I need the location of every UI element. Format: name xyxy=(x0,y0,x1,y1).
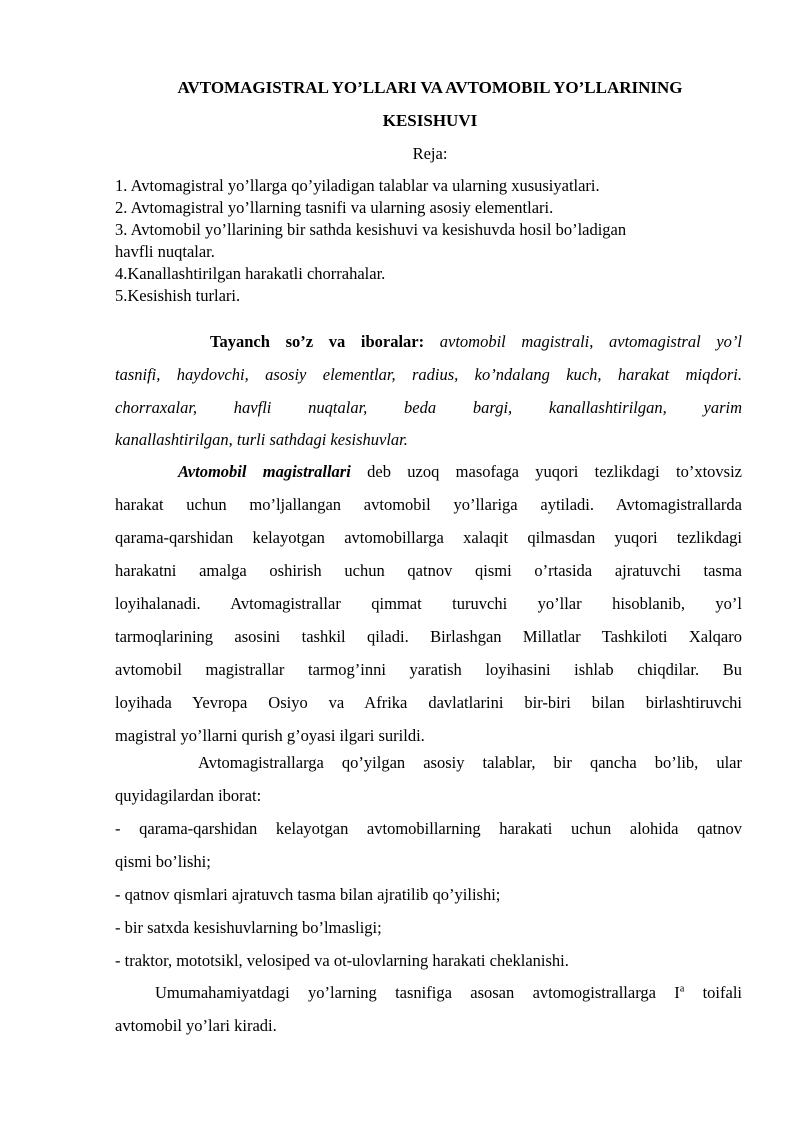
paragraph-3-line-1 xyxy=(155,982,742,1004)
plan-item-3-continued: havfli nuqtalar. xyxy=(115,242,215,261)
paragraph-2-line-1: Avtomagistrallarga qo’yilgan asosiy talablar, bir qancha bo’lib, ular xyxy=(198,753,742,772)
paragraph-3-superscript: a xyxy=(679,983,685,995)
keywords-line-1 xyxy=(210,331,742,353)
requirement-1-line-1: - qarama-qarshidan kelayotgan avtomobillarning harakati uchun alohida qatnov xyxy=(115,819,742,838)
plan-item-4: 4.Kanallashtirilgan harakatli chorrahalar. xyxy=(115,264,386,283)
paragraph-2-line-2: quyidagilardan iborat: xyxy=(115,786,262,805)
keywords-label: Tayanch so’z va iboralar: xyxy=(210,332,425,351)
keywords-text-1: avtomobil magistrali, avtomagistral yo’l xyxy=(439,332,742,351)
document-title-line-2: KESISHUVI xyxy=(382,111,478,130)
paragraph-1-line-3: qarama-qarshidan kelayotgan avtomobillarga xalaqit qilmasdan yuqori tezlikdagi xyxy=(115,528,742,547)
paragraph-1-line-4: harakatni amalga oshirish uchun qatnov qismi o’rtasida ajratuvchi tasma xyxy=(115,561,742,580)
keywords-line-3: chorraxalar, havfli nuqtalar, beda bargi, kanallashtirilgan, yarim xyxy=(115,398,742,417)
paragraph-3-text-after: toifali xyxy=(684,983,742,1002)
plan-item-2: 2. Avtomagistral yo’llarning tasnifi va ularning asosiy elementlari. xyxy=(115,198,554,217)
requirement-1-line-2: qismi bo’lishi; xyxy=(115,852,211,871)
plan-heading: Reja: xyxy=(412,144,448,163)
keywords-line-2: tasnifi, haydovchi, asosiy elementlar, radius, ko’ndalang kuch, harakat miqdori. xyxy=(115,365,742,384)
requirement-4: - traktor, mototsikl, velosiped va ot-ulovlarning harakati cheklanishi. xyxy=(115,951,569,970)
paragraph-3-text-before: Umumahamiyatdagi yo’larning tasnifiga asosan avtomogistrallarga I xyxy=(155,983,680,1002)
paragraph-1-line-5: loyihalanadi. Avtomagistrallar qimmat turuvchi yo’llar hisoblanib, yo’l xyxy=(115,594,742,613)
plan-item-1: 1. Avtomagistral yo’llarga qo’yiladigan talablar va ularning xususiyatlari. xyxy=(115,176,600,195)
requirement-2: - qatnov qismlari ajratuvch tasma bilan ajratilib qo’yilishi; xyxy=(115,885,501,904)
paragraph-1-line-8: loyihada Yevropa Osiyo va Afrika davlatlarini bir-biri bilan birlashtiruvchi xyxy=(115,693,742,712)
paragraph-1-line-1 xyxy=(178,461,742,483)
paragraph-1-line-6: tarmoqlarining asosini tashkil qiladi. Birlashgan Millatlar Tashkiloti Xalqaro xyxy=(115,627,742,646)
paragraph-1-lead-term: Avtomobil magistrallari xyxy=(178,462,351,481)
paragraph-1-line-1-rest: deb uzoq masofaga yuqori tezlikdagi to’xtovsiz xyxy=(367,462,743,481)
keywords-line-4: kanallashtirilgan, turli sathdagi kesishuvlar. xyxy=(115,430,408,449)
paragraph-1-line-7: avtomobil magistrallar tarmog’inni yaratish loyihasini ishlab chiqdilar. Bu xyxy=(115,660,742,679)
plan-item-5: 5.Kesishish turlari. xyxy=(115,286,241,305)
plan-item-3: 3. Avtomobil yo’llarining bir sathda kesishuvi va kesishuvda hosil bo’ladigan xyxy=(115,220,627,239)
document-title-line-1: AVTOMAGISTRAL YO’LLARI VA AVTOMOBIL YO’LLARINING xyxy=(177,78,683,97)
paragraph-1-line-9: magistral yo’llarni qurish g’oyasi ilgari surildi. xyxy=(115,726,425,745)
paragraph-3-line-2: avtomobil yo’lari kiradi. xyxy=(115,1016,277,1035)
requirement-3: - bir satxda kesishuvlarning bo’lmasligi; xyxy=(115,918,382,937)
paragraph-1-line-2: harakat uchun mo’ljallangan avtomobil yo’llariga aytiladi. Avtomagistrallarda xyxy=(115,495,742,514)
